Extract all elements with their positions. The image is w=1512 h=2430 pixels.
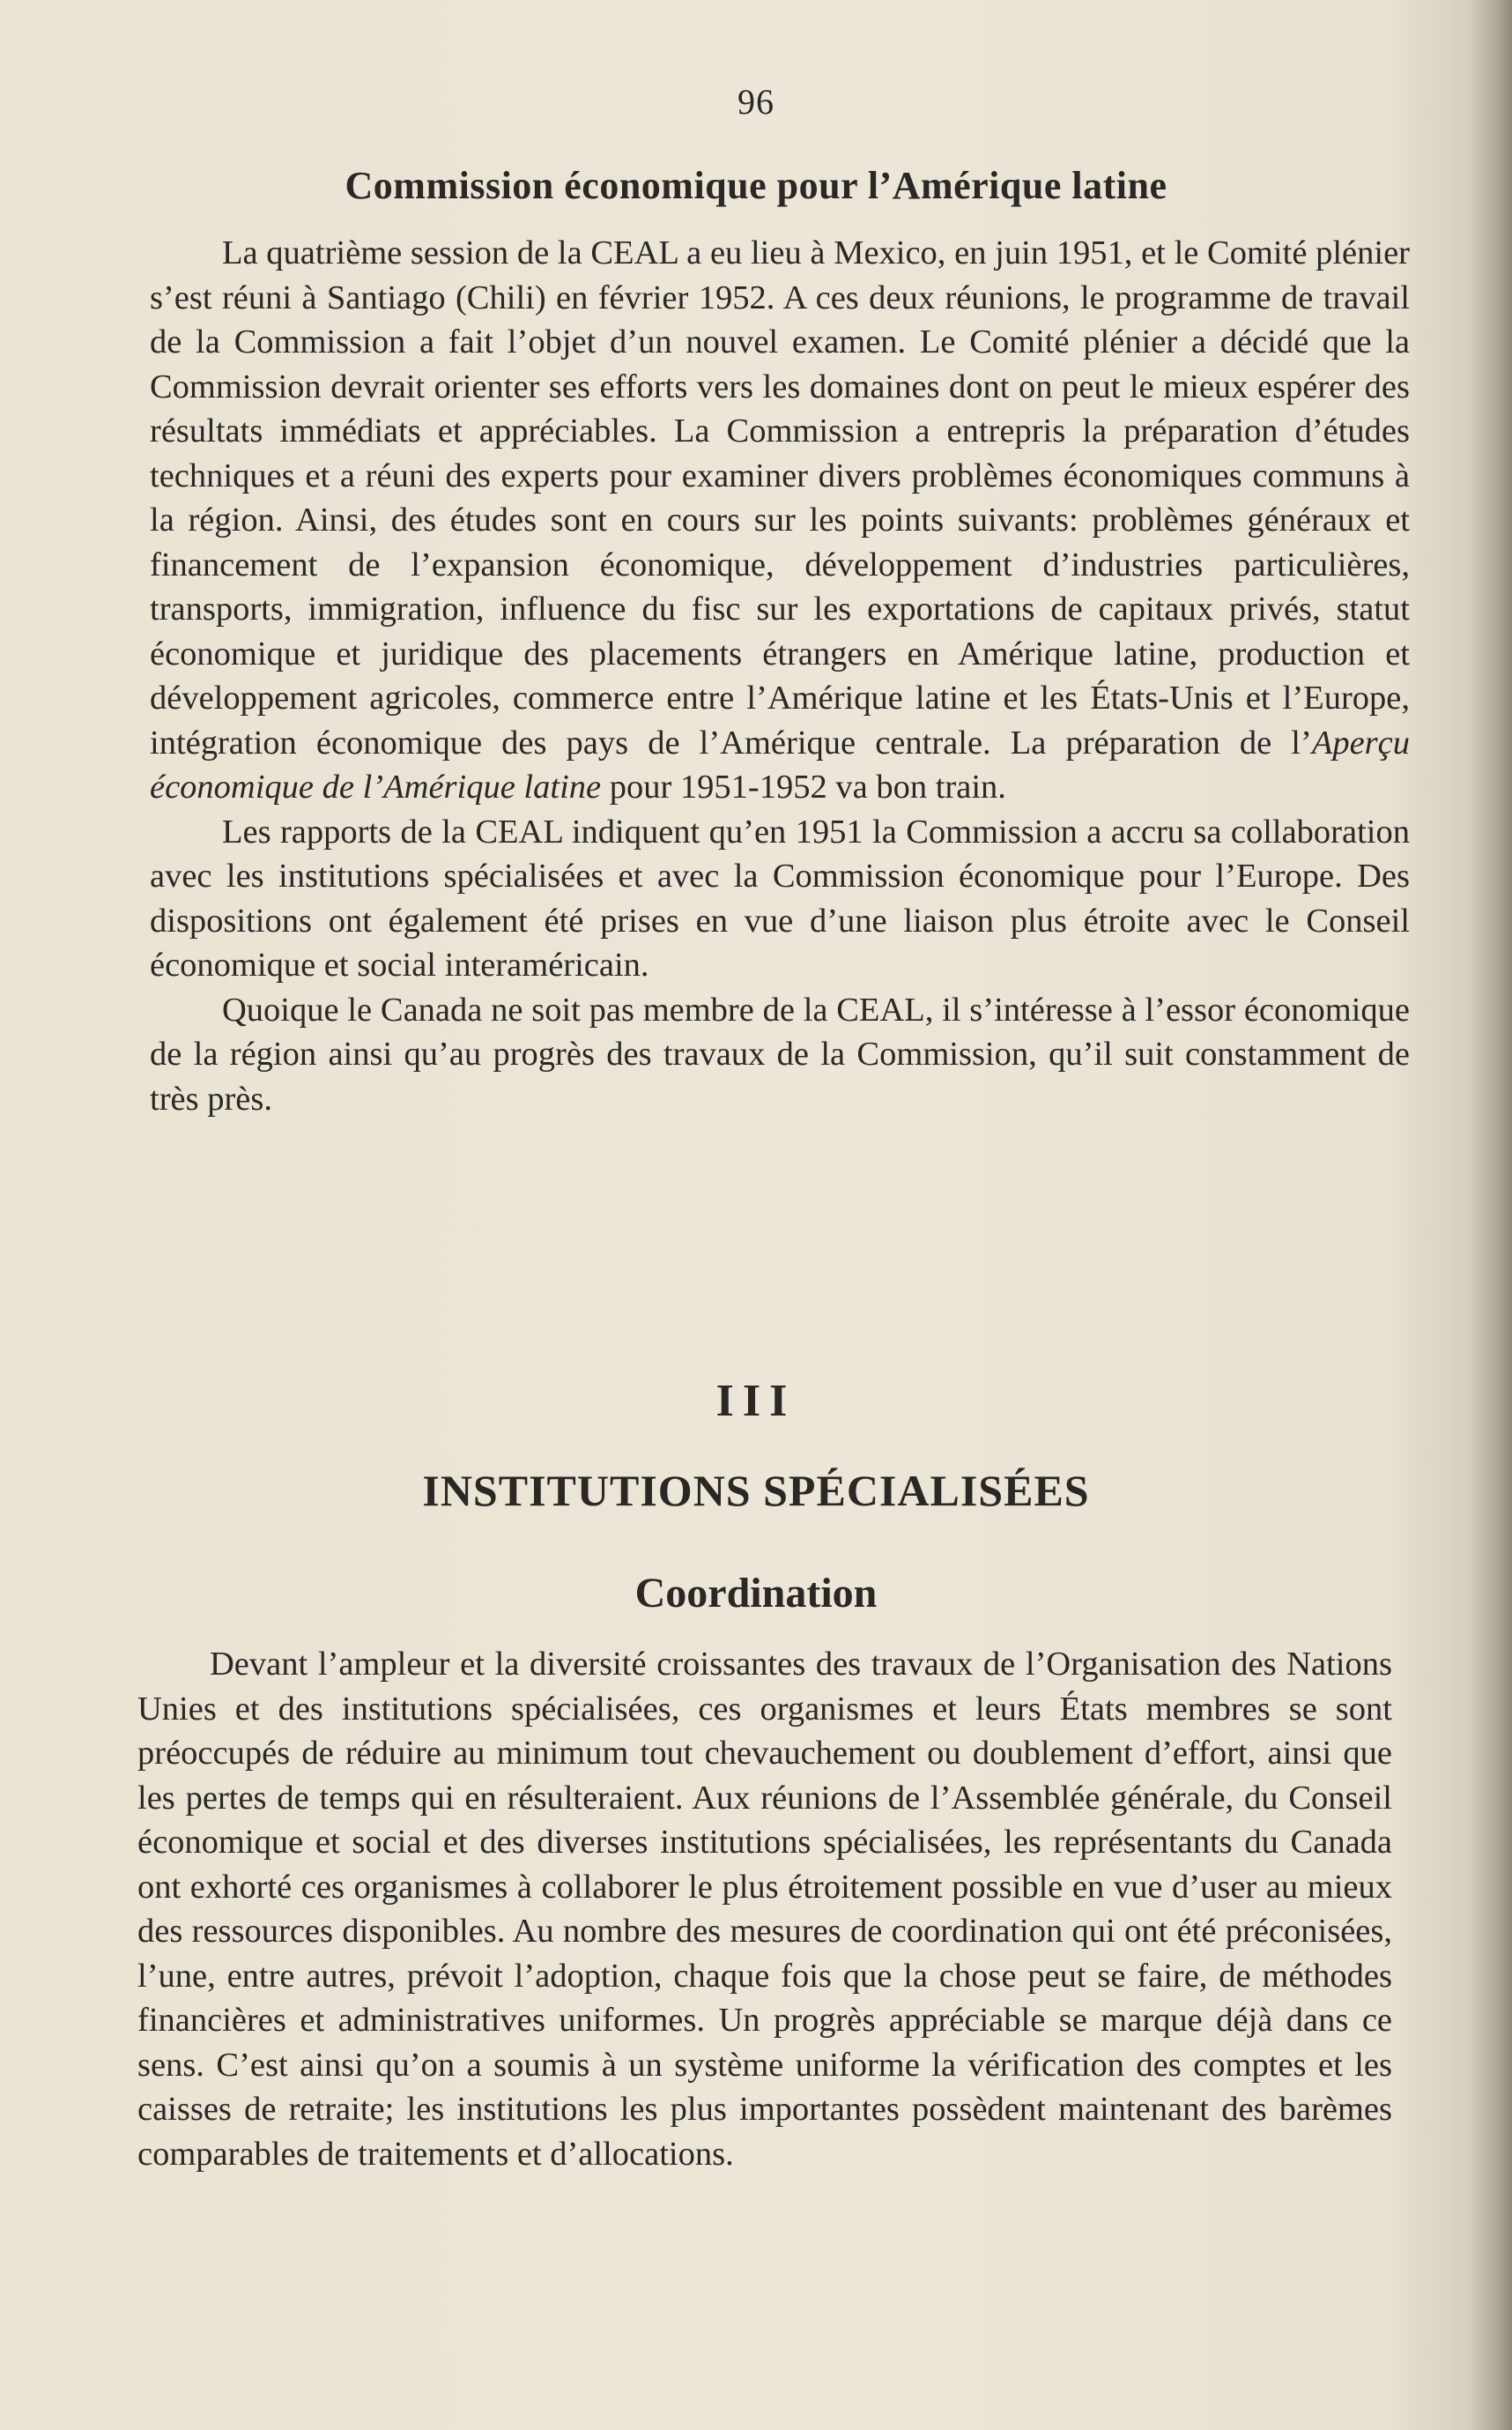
- part-title: INSTITUTIONS SPÉCIALISÉES: [422, 1466, 1090, 1515]
- paragraph: [150, 231, 1410, 810]
- italic-title: Aperçu économique de l’Amérique latine: [150, 724, 1410, 806]
- paragraph-text: La quatrième session de la CEAL a eu lieu à Mexico, en juin 1951, et le Comité plénier s’est réuni à Santiago (Chili) en février 1952. A ces deux réunions, le programme de travail de la Commission a fait l’objet d’un nouvel examen. Le Comité plénier a décidé que la Commission devrait orienter ses efforts vers les domaines dont on peut le mieux espérer des résultats immédiats et appréciables. La Commission a entrepris la préparation d’études techniques et a réuni des experts pour examiner divers problèmes économiques communs à la région. Ainsi, des études sont en cours sur les points suivants: problèmes généraux et financement de l’expansion économique, développement d’industries particulières, transports, immigration, influence du fisc sur les exportations de capitaux privés, statut économique et juridique des placements étrangers en Amérique latine, production et développement agricoles, commerce entre l’Amérique latine et les États-Unis et l’Europe, intégration économique des pays de l’Amérique centrale. La préparation de l’: [150, 234, 1410, 762]
- paragraph-text: pour 1951-1952 va bon train.: [601, 769, 1006, 806]
- subheading-coordination: Coordination: [634, 1570, 878, 1616]
- ceal-body-text: [150, 231, 1410, 1121]
- page-binding-shadow: [1470, 0, 1512, 2430]
- page-number: 96: [737, 82, 775, 122]
- coordination-body-text: [137, 1642, 1392, 2176]
- paragraph: Quoique le Canada ne soit pas membre de la CEAL, il s’intéresse à l’essor économique de la région ainsi qu’au progrès des travaux de la Commission, qu’il suit constamment de très près.: [150, 991, 1410, 1118]
- part-number: III: [715, 1376, 797, 1426]
- paragraph: Les rapports de la CEAL indiquent qu’en 1951 la Commission a accru sa collaboration avec les institutions spécialisées et avec la Commission économique pour l’Europe. Des dispositions ont également été prises en vue d’une liaison plus étroite avec le Conseil économique et social interaméricain.: [150, 813, 1410, 984]
- paragraph: Devant l’ampleur et la diversité croissantes des travaux de l’Organisation des Nations Unies et des institutions spécialisées, ces organismes et leurs États membres se sont préoccupés de réduire au minimum tout chevauchement ou doublement d’effort, ainsi que les pertes de temps qui en résulteraient. Aux réunions de l’Assemblée générale, du Conseil économique et social et des diverses institutions spécialisées, les représentants du Canada ont exhorté ces organismes à collaborer le plus étroitement possible en vue d’user au mieux des ressources disponibles. Au nombre des mesures de coordination qui ont été préconisées, l’une, entre autres, prévoit l’adoption, chaque fois que la chose peut se faire, de méthodes financières et administratives uniformes. Un progrès appréciable se marque déjà dans ce sens. C’est ainsi qu’on a soumis à un système uniforme la vérification des comptes et les caisses de retraite; les institutions les plus importantes possèdent maintenant des barèmes comparables de traitements et d’allocations.: [137, 1646, 1392, 2173]
- section-heading-ceal: Commission économique pour l’Amérique latine: [345, 164, 1167, 207]
